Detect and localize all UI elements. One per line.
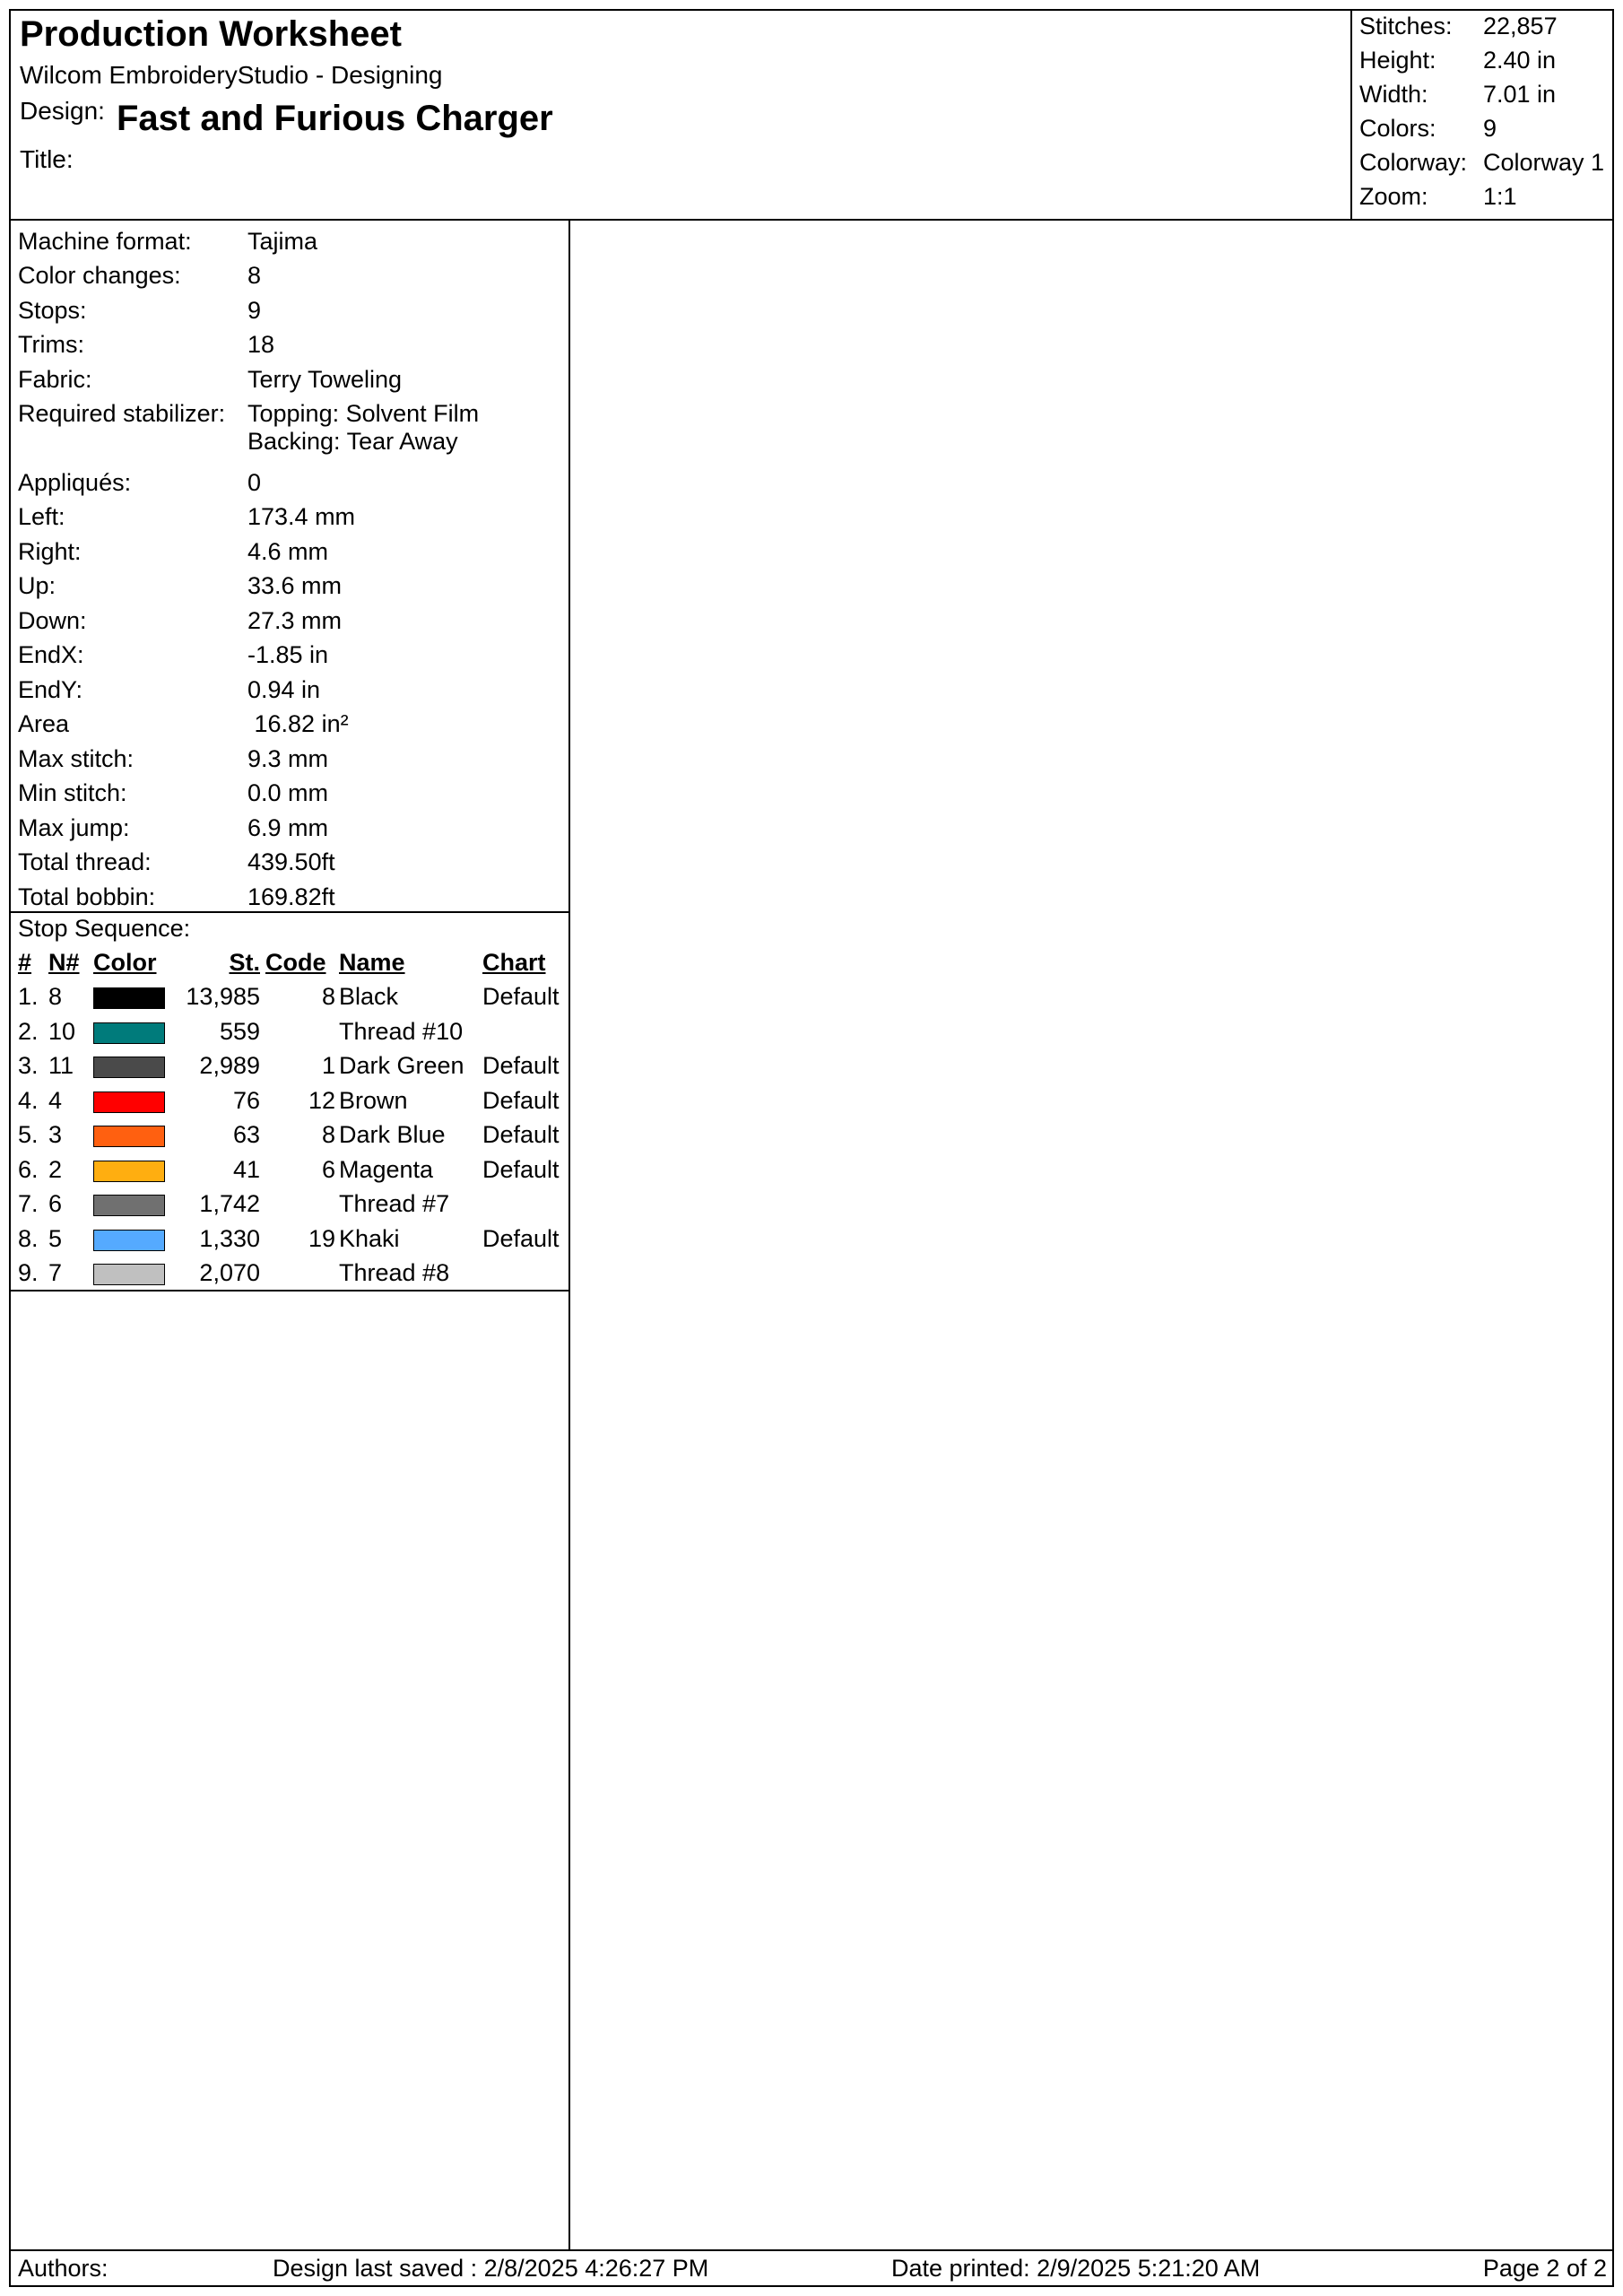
needle-number: 5 [48,1224,63,1252]
stat-colorway [1352,149,1614,183]
thread-code: 8 [321,983,335,1010]
footer-authors: Authors: [18,2255,108,2282]
col-header-stitches: St. [229,949,260,976]
property-value: 4.6 mm [247,538,329,565]
details-column [11,219,570,2249]
property-value: Backing: Tear Away [247,428,458,455]
property-label: Max jump: [18,814,130,841]
title-label: Title: [20,145,74,173]
thread-name: Thread #8 [339,1259,450,1286]
stop-number: 3. [18,1052,39,1079]
stat-value: 1:1 [1483,183,1517,210]
property-value: 18 [247,331,275,358]
stat-value: 2.40 in [1483,47,1557,74]
thread-chart: Default [482,1086,560,1114]
property-value: 169.82ft [247,883,335,910]
needle-number: 11 [48,1052,74,1079]
needle-number: 10 [48,1017,76,1045]
property-value: 9.3 mm [247,745,329,772]
section-divider [11,1290,568,1292]
stat-value: 7.01 in [1483,81,1557,108]
thread-name: Brown [339,1086,408,1114]
design-name: Fast and Furious Charger [117,99,553,138]
needle-number: 8 [48,983,63,1010]
thread-name: Dark Blue [339,1121,446,1148]
property-label: Appliqués: [18,469,132,496]
property-value: 8 [247,262,262,289]
property-value: 439.50ft [247,848,335,875]
thread-name: Black [339,983,399,1010]
property-value: 0 [247,469,262,496]
property-label: Right: [18,538,82,565]
stat-label: Height: [1359,47,1436,74]
color-swatch [93,1161,165,1182]
property-value: 27.3 mm [247,607,343,634]
col-header-needle: N# [48,949,80,976]
stat-value: 9 [1483,115,1497,142]
property-label: Required stabilizer: [18,400,226,427]
property-value: 16.82 in² [247,710,349,737]
footer-last-saved: Design last saved : 2/8/2025 4:26:27 PM [273,2255,709,2282]
property-label: Total bobbin: [18,883,156,910]
thread-name: Khaki [339,1224,400,1252]
stop-sequence-title: Stop Sequence: [18,915,191,942]
thread-code: 12 [308,1086,335,1114]
footer-date-printed: Date printed: 2/9/2025 5:21:20 AM [891,2255,1261,2282]
thread-code: 6 [321,1155,335,1183]
needle-number: 2 [48,1155,63,1183]
needle-number: 7 [48,1259,63,1286]
stat-colors [1352,115,1614,149]
thread-chart: Default [482,1224,560,1252]
stat-zoom [1352,183,1614,217]
thread-name: Magenta [339,1155,434,1183]
color-swatch [93,1195,165,1216]
stitch-count: 76 [232,1086,260,1114]
thread-chart: Default [482,983,560,1010]
property-value: 173.4 mm [247,503,356,530]
production-worksheet [9,9,1614,2287]
stop-number: 6. [18,1155,39,1183]
property-label: EndY: [18,676,83,703]
col-header-code: Code [265,949,326,976]
color-swatch [93,1230,165,1251]
stop-number: 7. [18,1190,39,1217]
stat-value: Colorway 1 [1483,149,1605,176]
needle-number: 4 [48,1086,63,1114]
color-swatch [93,1264,165,1285]
stitch-count: 41 [232,1155,260,1183]
col-header-name: Name [339,949,405,976]
worksheet-header [11,11,1612,221]
stat-label: Colors: [1359,115,1436,142]
property-value: 6.9 mm [247,814,329,841]
property-value: Terry Toweling [247,366,403,393]
property-label: Trims: [18,331,84,358]
stat-stitches [1352,13,1614,47]
property-value: 0.0 mm [247,779,329,806]
stitch-count: 2,070 [199,1259,260,1286]
col-header-color: Color [93,949,157,976]
design-label: Design: [20,97,105,125]
footer-page-number: Page 2 of 2 [1482,2255,1607,2282]
section-divider [11,911,568,913]
thread-code: 8 [321,1121,335,1148]
property-label: Max stitch: [18,745,135,772]
color-swatch [93,1022,165,1044]
property-value: -1.85 in [247,641,329,668]
stat-label: Width: [1359,81,1428,108]
stop-number: 4. [18,1086,39,1114]
needle-number: 6 [48,1190,63,1217]
property-label: Machine format: [18,228,192,255]
stitch-count: 559 [219,1017,260,1045]
stop-number: 1. [18,983,39,1010]
property-value: 9 [247,297,262,324]
property-label: Total thread: [18,848,152,875]
stop-number: 5. [18,1121,39,1148]
property-label: EndX: [18,641,84,668]
col-header-chart: Chart [482,949,546,976]
thread-chart: Default [482,1052,560,1079]
property-value: Topping: Solvent Film [247,400,480,427]
thread-name: Thread #7 [339,1190,450,1217]
thread-name: Dark Green [339,1052,464,1079]
stat-label: Zoom: [1359,183,1428,210]
design-stats [1350,11,1614,219]
thread-code: 19 [308,1224,335,1252]
thread-code: 1 [321,1052,335,1079]
property-label: Stops: [18,297,87,324]
stop-number: 8. [18,1224,39,1252]
worksheet-footer [11,2249,1612,2287]
thread-chart: Default [482,1121,560,1148]
thread-chart: Default [482,1155,560,1183]
stop-number: 9. [18,1259,39,1286]
property-label: Fabric: [18,366,92,393]
stat-label: Colorway: [1359,149,1468,176]
color-swatch [93,1057,165,1078]
property-label: Down: [18,607,87,634]
property-value: 33.6 mm [247,572,343,599]
stitch-count: 13,985 [186,983,260,1010]
color-swatch [93,987,165,1009]
stat-height [1352,47,1614,81]
stat-label: Stitches: [1359,13,1453,39]
needle-number: 3 [48,1121,63,1148]
color-swatch [93,1126,165,1147]
color-swatch [93,1091,165,1113]
stop-number: 2. [18,1017,39,1045]
thread-name: Thread #10 [339,1017,464,1045]
property-label: Area [18,710,70,737]
stitch-count: 63 [232,1121,260,1148]
property-label: Min stitch: [18,779,127,806]
col-header-num: # [18,949,32,976]
property-label: Up: [18,572,56,599]
stitch-count: 1,330 [199,1224,260,1252]
software-name: Wilcom EmbroideryStudio - Designing [20,61,443,89]
property-value: Tajima [247,228,318,255]
stitch-count: 1,742 [199,1190,260,1217]
property-label: Color changes: [18,262,181,289]
stitch-count: 2,989 [199,1052,260,1079]
page-title: Production Worksheet [20,14,402,54]
property-label: Left: [18,503,65,530]
stat-value: 22,857 [1483,13,1558,39]
stat-width [1352,81,1614,115]
property-value: 0.94 in [247,676,321,703]
